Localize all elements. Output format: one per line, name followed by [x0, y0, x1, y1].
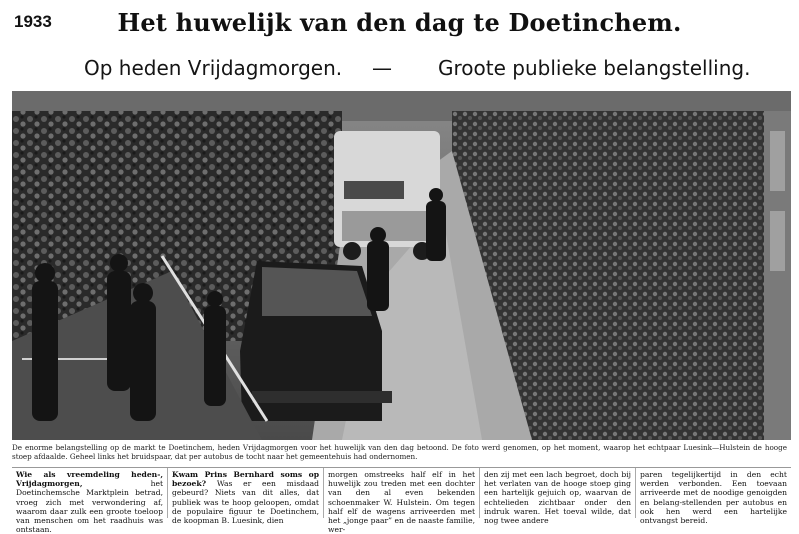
subheadline-left: Op heden Vrijdagmorgen.: [84, 56, 343, 80]
photo-caption: De enorme belangstelling op de markt te Doetinchem, heden Vrijdagmorgen voor het huwelijk van den dag betoond. De foto werd genomen, op het moment, waarop het echtpaar Luesink—Hulstein de hooge stoep afdaalde. Geheel links het bruidspaar, dat per autobus de tocht naar het gemeentehuis had ondernomen.: [12, 443, 787, 461]
column-text: morgen omstreeks half elf in het huwelijk zou treden met een dochter van den al even bekenden schoenmaker W. Hulstein. Om tegen half elf de wagens arriveerden met het „jonge paar” en de naaste familie, wer-: [328, 470, 475, 534]
subheadline-right: Groote publieke belangstelling.: [438, 56, 751, 80]
article-column-3: [323, 468, 479, 534]
article-column-4: [479, 468, 635, 526]
news-photo: [12, 91, 791, 440]
column-text: den zij met een lach begroet, doch bij het verlaten van de hooge stoep ging een hartelijk gejuich op, waarvan de echtelieden zichtbaar onder den indruk waren. Het toeval wilde, dat nog twee andere: [484, 470, 631, 526]
column-lead: Kwam Prins Bernhard soms op bezoek?: [172, 470, 319, 489]
article-column-2: [167, 468, 323, 526]
headline: Het huwelijk van den dag te Doetinchem.: [117, 8, 682, 37]
article-columns: [12, 467, 791, 534]
crowd-photo-illustration: [12, 91, 791, 440]
article-column-1: [12, 468, 167, 534]
article-column-5: [635, 468, 791, 526]
column-text: Was er een misdaad gebeurd? Niets van dit alles, dat publiek was te hoop geloopen, omdat de populaire figuur te Doetinchem, de koopman B. Luesink, dien: [172, 479, 319, 526]
year-label: 1933: [14, 12, 52, 31]
column-text: het Doetinchemsche Marktplein betrad, vroeg zich met verwondering af, waarom daar zulk een groote toeloop van menschen om het raadhuis was ontstaan.: [16, 479, 163, 534]
column-lead: Wie als vreemdeling heden-, Vrijdagmorgen,: [16, 470, 163, 489]
subheadline-dash: —: [372, 56, 392, 80]
column-text: paren tegelijkertijd in den echt werden verbonden. Een toevaan arriveerde met de noodige genoigden en belang-stellenden per autobus en ook hen werd een hartelijke ontvangst bereid.: [640, 470, 787, 526]
